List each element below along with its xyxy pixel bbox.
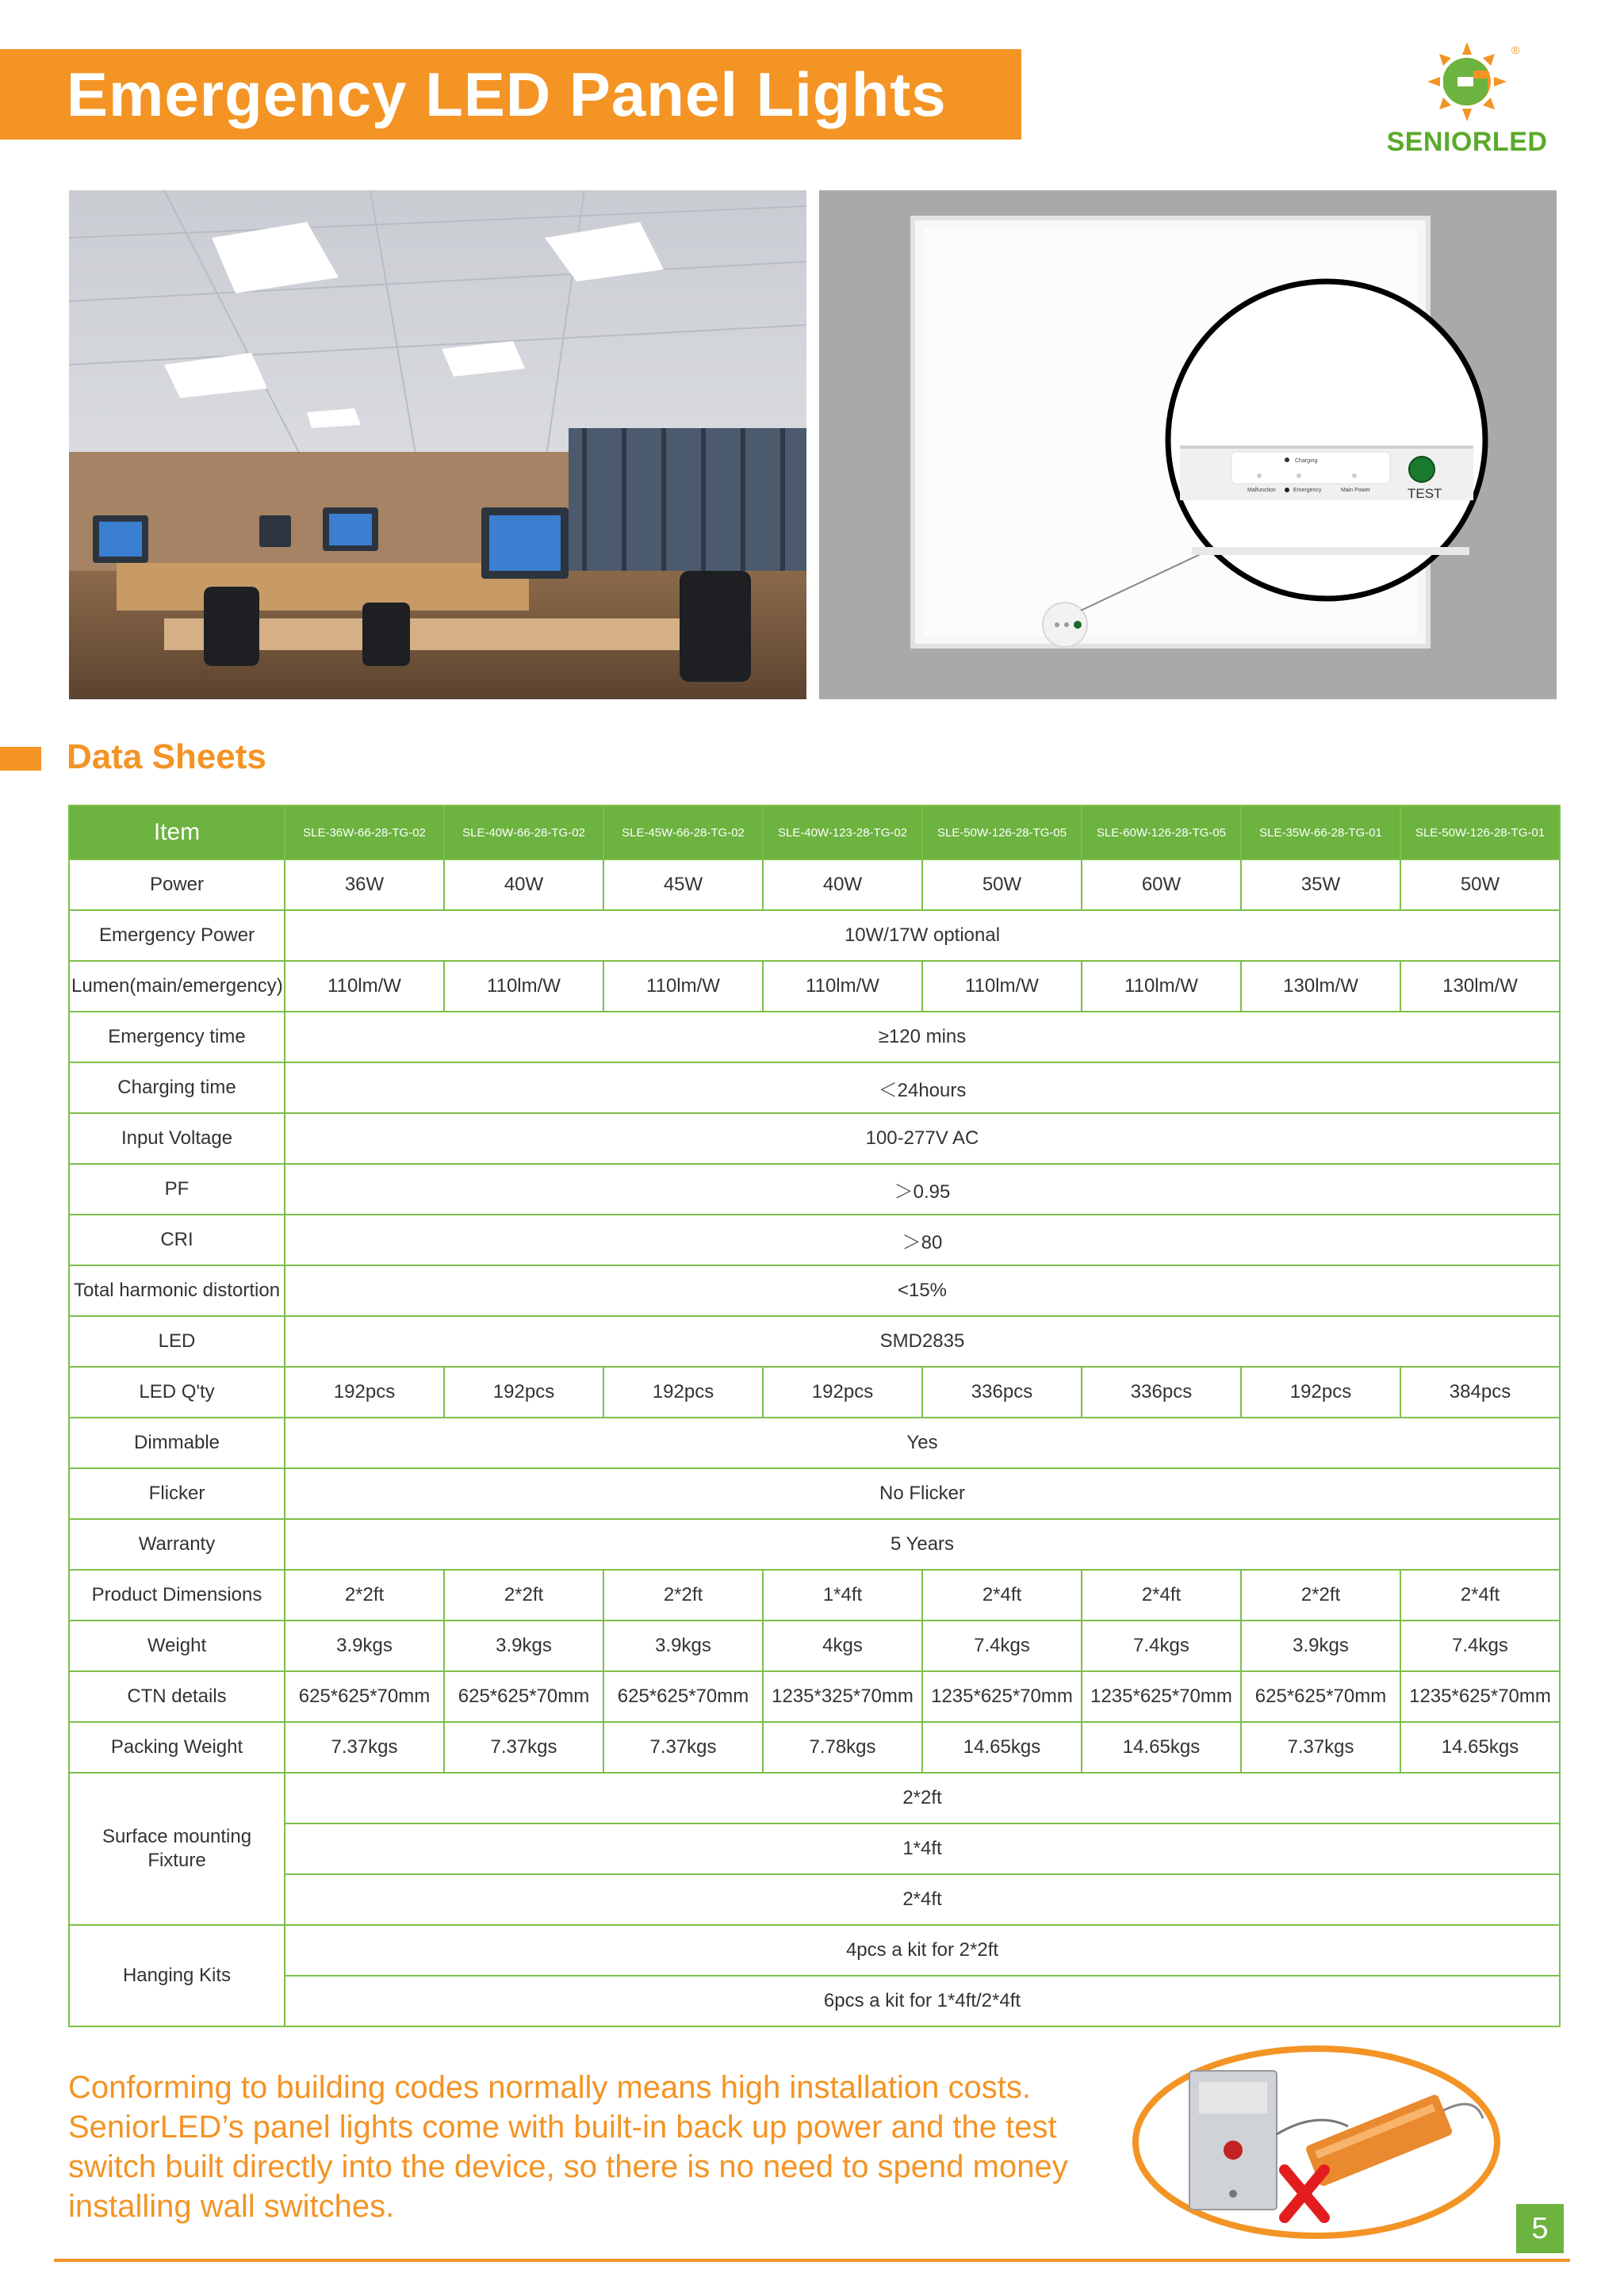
row-label: LED Q'ty [69, 1367, 285, 1418]
page-title: Emergency LED Panel Lights [67, 59, 947, 129]
table-row [69, 1823, 1560, 1874]
table-cell: 110lm/W [763, 961, 922, 1012]
table-cell-span: No Flicker [285, 1468, 1560, 1519]
table-row [69, 1874, 1560, 1925]
table-row [69, 1570, 1560, 1621]
table-row [69, 961, 1560, 1012]
item-header: Item [69, 806, 285, 859]
table-cell: 130lm/W [1400, 961, 1560, 1012]
table-cell: 110lm/W [603, 961, 763, 1012]
page-number: 5 [1516, 2204, 1564, 2253]
table-cell: 7.4kgs [922, 1621, 1082, 1671]
row-label: Weight [69, 1621, 285, 1671]
table-cell: 50W [922, 859, 1082, 910]
table-cell: 3.9kgs [603, 1621, 763, 1671]
table-cell: 2*2ft [285, 1570, 444, 1621]
emergency-label: Emergency [1293, 488, 1322, 493]
table-cell-span: ≥120 mins [285, 1012, 1560, 1062]
table-cell-span: <15% [285, 1265, 1560, 1316]
row-label: Emergency Power [69, 910, 285, 961]
table-cell: 2*4ft [1400, 1570, 1560, 1621]
model-header: SLE-40W-123-28-TG-02 [763, 806, 922, 859]
table-cell: 110lm/W [444, 961, 603, 1012]
table-cell: 336pcs [922, 1367, 1082, 1418]
table-row [69, 1215, 1560, 1265]
logo-word-senior: SENIOR [1386, 127, 1492, 157]
table-cell: 7.4kgs [1082, 1621, 1241, 1671]
logo-wordmark [1372, 127, 1562, 158]
table-cell: 14.65kgs [1400, 1722, 1560, 1773]
table-row [69, 1976, 1560, 2026]
main-power-label: Main Power [1341, 488, 1370, 493]
no-wall-switch-photo [1126, 2031, 1507, 2245]
table-cell: 40W [763, 859, 922, 910]
table-row [69, 1164, 1560, 1215]
row-label: LED [69, 1316, 285, 1367]
row-label: CTN details [69, 1671, 285, 1722]
table-cell: 3.9kgs [444, 1621, 603, 1671]
row-label: Charging time [69, 1062, 285, 1113]
model-header: SLE-35W-66-28-TG-01 [1241, 806, 1400, 859]
row-label: Warranty [69, 1519, 285, 1570]
table-cell: 50W [1400, 859, 1560, 910]
table-row [69, 1316, 1560, 1367]
table-cell: 1*4ft [763, 1570, 922, 1621]
table-cell-span: 5 Years [285, 1519, 1560, 1570]
model-header: SLE-45W-66-28-TG-02 [603, 806, 763, 859]
table-cell: 192pcs [1241, 1367, 1400, 1418]
table-cell: 1235*625*70mm [922, 1671, 1082, 1722]
table-cell: 1235*625*70mm [1082, 1671, 1241, 1722]
table-cell: 192pcs [763, 1367, 922, 1418]
table-cell-span: ＞0.95 [285, 1164, 1560, 1215]
row-label: Surface mounting Fixture [69, 1773, 285, 1925]
sun-logo-icon [1372, 38, 1562, 125]
model-header: SLE-50W-126-28-TG-05 [922, 806, 1082, 859]
table-cell-span: ＞80 [285, 1215, 1560, 1265]
table-cell-span: 2*4ft [285, 1874, 1560, 1925]
table-cell-span: Yes [285, 1418, 1560, 1468]
row-label: Product Dimensions [69, 1570, 285, 1621]
table-cell: 7.37kgs [1241, 1722, 1400, 1773]
panel-light-photo [819, 190, 1557, 699]
footer-description: Conforming to building codes normally means high installation costs. SeniorLED’s panel lights come with built-in back up power and the test switch built directly into the device, so there is no need to spend money installing wall switches. [68, 2070, 1068, 2224]
malfunction-label: Malfunction [1247, 488, 1276, 493]
table-row [69, 1671, 1560, 1722]
table-cell: 110lm/W [1082, 961, 1241, 1012]
logo-word-led: LED [1492, 127, 1548, 157]
table-cell-span: 6pcs a kit for 1*4ft/2*4ft [285, 1976, 1560, 2026]
table-cell: 2*4ft [1082, 1570, 1241, 1621]
table-header-row [69, 806, 1560, 859]
table-cell: 36W [285, 859, 444, 910]
table-cell: 1235*625*70mm [1400, 1671, 1560, 1722]
model-header: SLE-50W-126-28-TG-01 [1400, 806, 1560, 859]
row-label: Emergency time [69, 1012, 285, 1062]
row-label: Input Voltage [69, 1113, 285, 1164]
table-cell: 35W [1241, 859, 1400, 910]
row-label: Hanging Kits [69, 1925, 285, 2026]
table-cell: 60W [1082, 859, 1241, 910]
table-cell: 7.4kgs [1400, 1621, 1560, 1671]
table-cell-span: 1*4ft [285, 1823, 1560, 1874]
row-label: Power [69, 859, 285, 910]
table-cell: 14.65kgs [922, 1722, 1082, 1773]
table-cell: 625*625*70mm [444, 1671, 603, 1722]
table-row [69, 1519, 1560, 1570]
office-photo [69, 190, 806, 699]
table-cell: 14.65kgs [1082, 1722, 1241, 1773]
table-cell: 110lm/W [285, 961, 444, 1012]
table-cell: 2*4ft [922, 1570, 1082, 1621]
table-row [69, 1113, 1560, 1164]
table-cell: 4kgs [763, 1621, 922, 1671]
table-cell-span: 10W/17W optional [285, 910, 1560, 961]
row-label: Packing Weight [69, 1722, 285, 1773]
table-cell: 192pcs [285, 1367, 444, 1418]
table-cell: 7.37kgs [603, 1722, 763, 1773]
table-row [69, 1468, 1560, 1519]
footer-rule [54, 2259, 1570, 2262]
brand-logo [1372, 38, 1562, 157]
table-cell-span: 2*2ft [285, 1773, 1560, 1823]
table-row [69, 1621, 1560, 1671]
table-cell: 192pcs [444, 1367, 603, 1418]
section-marker [0, 747, 41, 771]
table-cell-span: ＜24hours [285, 1062, 1560, 1113]
table-row [69, 1265, 1560, 1316]
table-cell: 192pcs [603, 1367, 763, 1418]
table-cell-span: 4pcs a kit for 2*2ft [285, 1925, 1560, 1976]
table-cell: 2*2ft [444, 1570, 603, 1621]
table-cell: 384pcs [1400, 1367, 1560, 1418]
test-button-icon [1409, 457, 1434, 482]
table-cell: 7.78kgs [763, 1722, 922, 1773]
model-header: SLE-40W-66-28-TG-02 [444, 806, 603, 859]
row-label: Dimmable [69, 1418, 285, 1468]
model-header: SLE-60W-126-28-TG-05 [1082, 806, 1241, 859]
row-label: Flicker [69, 1468, 285, 1519]
row-label: Total harmonic distortion [69, 1265, 285, 1316]
table-row [69, 1012, 1560, 1062]
row-label: PF [69, 1164, 285, 1215]
table-cell-span: 100-277V AC [285, 1113, 1560, 1164]
table-cell: 625*625*70mm [603, 1671, 763, 1722]
row-label: Lumen(main/emergency) [69, 961, 285, 1012]
table-row [69, 1773, 1560, 1823]
table-row [69, 1925, 1560, 1976]
table-cell: 3.9kgs [285, 1621, 444, 1671]
model-header: SLE-36W-66-28-TG-02 [285, 806, 444, 859]
row-label: CRI [69, 1215, 285, 1265]
table-row [69, 859, 1560, 910]
section-title: Data Sheets [67, 737, 266, 776]
table-cell: 130lm/W [1241, 961, 1400, 1012]
table-cell: 3.9kgs [1241, 1621, 1400, 1671]
table-cell-span: SMD2835 [285, 1316, 1560, 1367]
test-label: TEST [1408, 486, 1442, 501]
table-row [69, 1418, 1560, 1468]
table-cell: 336pcs [1082, 1367, 1241, 1418]
table-cell: 2*2ft [1241, 1570, 1400, 1621]
table-cell: 625*625*70mm [1241, 1671, 1400, 1722]
registered-mark: ® [1511, 44, 1520, 56]
table-cell: 7.37kgs [285, 1722, 444, 1773]
table-cell: 7.37kgs [444, 1722, 603, 1773]
table-cell: 45W [603, 859, 763, 910]
table-cell: 40W [444, 859, 603, 910]
spec-table [68, 805, 1561, 2027]
table-cell: 625*625*70mm [285, 1671, 444, 1722]
table-cell: 2*2ft [603, 1570, 763, 1621]
table-row [69, 910, 1560, 961]
table-cell: 110lm/W [922, 961, 1082, 1012]
table-row [69, 1722, 1560, 1773]
charging-indicator-label: Charging [1295, 458, 1318, 464]
table-row [69, 1062, 1560, 1113]
table-row [69, 1367, 1560, 1418]
table-cell: 1235*325*70mm [763, 1671, 922, 1722]
